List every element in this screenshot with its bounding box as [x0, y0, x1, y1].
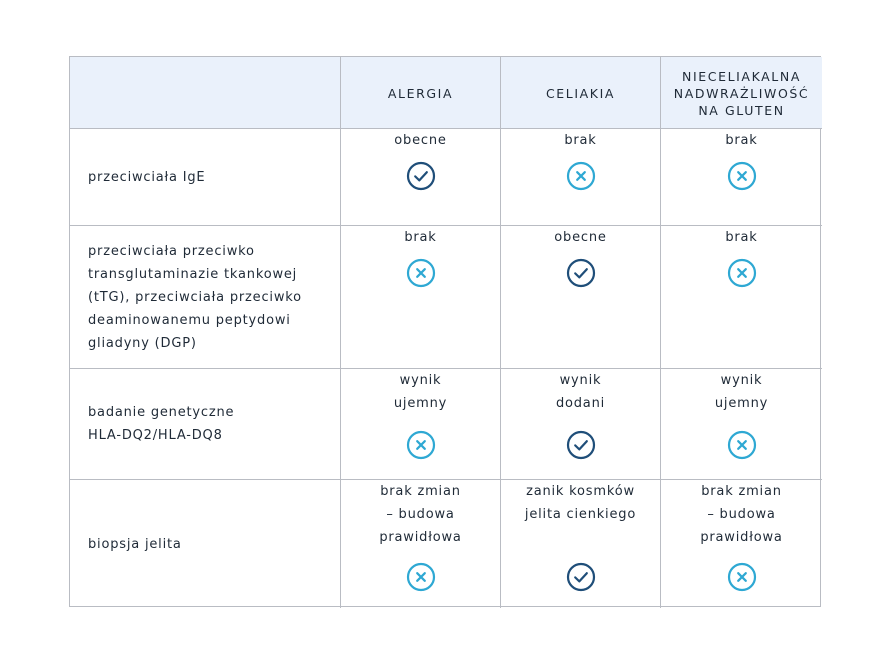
header-label: CELIAKIA — [545, 86, 616, 101]
row-label-text: badanie genetyczne HLA-DQ2/HLA-DQ8 — [88, 405, 235, 443]
header-cell-celiac — [501, 57, 661, 129]
row-label-genetic — [70, 369, 341, 480]
cell-text: wynik ujemny — [714, 373, 769, 411]
table-cell — [341, 480, 501, 608]
table-cell — [661, 226, 822, 369]
cell-text: wynik ujemny — [393, 373, 448, 411]
table-cell — [341, 129, 501, 226]
table-cell — [501, 226, 661, 369]
table-cell — [661, 369, 822, 480]
check-icon — [566, 258, 596, 288]
table-cell — [501, 480, 661, 608]
check-icon — [566, 430, 596, 460]
cell-text: brak — [725, 230, 758, 245]
cross-icon — [406, 258, 436, 288]
header-cell-empty — [70, 57, 341, 129]
row-label-text: przeciwciała przeciwko transglutaminazie tkankowej (tTG), przeciwciała przeciwko deaminowanemu peptydowi gliadyny (DGP) — [88, 243, 302, 351]
row-label-text: biopsja jelita — [88, 536, 182, 552]
cross-icon — [727, 562, 757, 592]
table-cell — [661, 129, 822, 226]
row-label-ttg-dgp — [70, 226, 341, 369]
cross-icon — [566, 161, 596, 191]
cell-text: obecne — [554, 230, 607, 245]
table-cell — [341, 369, 501, 480]
table-cell — [501, 369, 661, 480]
check-icon — [566, 562, 596, 592]
row-label-text: przeciwciała IgE — [88, 169, 206, 185]
header-cell-ncgs — [661, 57, 822, 129]
header-label: ALERGIA — [387, 86, 454, 101]
table-cell — [341, 226, 501, 369]
cross-icon — [727, 161, 757, 191]
row-label-ige — [70, 129, 341, 226]
cell-text: brak zmian – budowa prawidłowa — [700, 484, 783, 545]
cross-icon — [727, 258, 757, 288]
cell-text: brak — [725, 133, 758, 148]
header-cell-allergy — [341, 57, 501, 129]
check-icon — [406, 161, 436, 191]
cell-text: brak zmian – budowa prawidłowa — [379, 484, 462, 545]
row-label-biopsy — [70, 480, 341, 608]
table-cell — [501, 129, 661, 226]
cell-text: obecne — [394, 133, 447, 148]
cell-text: zanik kosmków jelita cienkiego — [524, 484, 637, 522]
comparison-table — [69, 56, 821, 607]
cross-icon — [406, 562, 436, 592]
cross-icon — [406, 430, 436, 460]
cross-icon — [727, 430, 757, 460]
cell-text: brak — [404, 230, 437, 245]
cell-text: wynik dodani — [555, 373, 606, 411]
cell-text: brak — [564, 133, 597, 148]
header-label: NIECELIAKALNA NADWRAŻLIWOŚĆ NA GLUTEN — [673, 69, 810, 118]
table-cell — [661, 480, 822, 608]
